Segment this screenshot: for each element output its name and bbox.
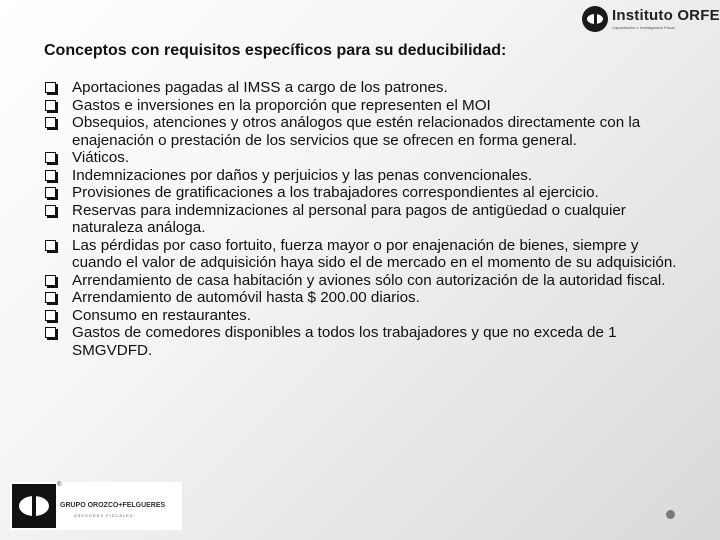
list-item: [42, 307, 692, 325]
registered-mark: ®: [57, 482, 62, 488]
bullet-list: [42, 79, 692, 359]
list-item: [42, 79, 692, 97]
list-item-text: Consumo en restaurantes.: [72, 306, 251, 324]
list-item: [42, 149, 692, 167]
list-item: [42, 184, 692, 202]
list-item: [42, 289, 692, 307]
list-item-text: Obsequios, atenciones y otros análogos que estén relacionados directamente con la enajenación o prestación de los servicios que se ofrecen en forma general.: [72, 114, 641, 149]
checkbox-bullet-icon: [45, 205, 56, 216]
list-item-text: Aportaciones pagadas al IMSS a cargo de los patrones.: [72, 79, 448, 96]
list-item: [42, 114, 692, 149]
footer-logo-name: GRUPO OROZCO+FELGUERES: [60, 502, 166, 509]
list-item-text: Indemnizaciones por daños y perjuicios y las penas convencionales.: [72, 166, 533, 184]
checkbox-bullet-icon: [45, 275, 56, 286]
list-item-text: Viáticos.: [72, 149, 130, 166]
slide-title: Conceptos con requisitos específicos para su deducibilidad:: [44, 42, 507, 59]
orfe-logo-icon: [582, 6, 608, 32]
checkbox-bullet-icon: [45, 82, 56, 93]
checkbox-bullet-icon: [45, 117, 56, 128]
list-item: [42, 324, 692, 359]
checkbox-bullet-icon: [45, 170, 56, 181]
logo-name: Instituto ORFE: [612, 7, 720, 24]
checkbox-bullet-icon: [45, 100, 56, 111]
footer-logo-sub: ASESORES FISCALES: [74, 513, 134, 518]
checkbox-bullet-icon: [45, 240, 56, 251]
list-item-text: Gastos de comedores disponibles a todos los trabajadores y que no exceda de 1 SMGVDFD.: [72, 324, 617, 359]
list-item: [42, 237, 692, 272]
checkbox-bullet-icon: [45, 292, 56, 303]
list-item: [42, 202, 692, 237]
checkbox-bullet-icon: [45, 310, 56, 321]
decorative-dot: [666, 510, 675, 519]
list-item: [42, 167, 692, 185]
list-item: [42, 272, 692, 290]
grupo-orozco-felgueres-logo: [10, 482, 182, 530]
list-item-text: Las pérdidas por caso fortuito, fuerza mayor o por enajenación de bienes, siempre y cuando el valor de adquisición haya sido el de mercado en el momento de su adquisición.: [72, 236, 677, 271]
list-item-text: Arrendamiento de casa habitación y aviones sólo con autorización de la autoridad fiscal.: [72, 271, 666, 289]
orozco-logo-icon: [12, 484, 56, 528]
list-item-text: Gastos e inversiones en la proporción que representen el MOI: [72, 96, 491, 114]
logo-tagline: Capacitación e Investigación Fiscal: [612, 25, 675, 30]
checkbox-bullet-icon: [45, 152, 56, 163]
list-item: [42, 97, 692, 115]
instituto-orfe-logo: [580, 4, 720, 34]
checkbox-bullet-icon: [45, 187, 56, 198]
checkbox-bullet-icon: [45, 327, 56, 338]
list-item-text: Reservas para indemnizaciones al personal para pagos de antigüedad o cualquier naturaleza análoga.: [72, 201, 626, 236]
list-item-text: Provisiones de gratificaciones a los trabajadores correspondientes al ejercicio.: [72, 184, 599, 201]
list-item-text: Arrendamiento de automóvil hasta $ 200.00 diarios.: [72, 289, 420, 306]
